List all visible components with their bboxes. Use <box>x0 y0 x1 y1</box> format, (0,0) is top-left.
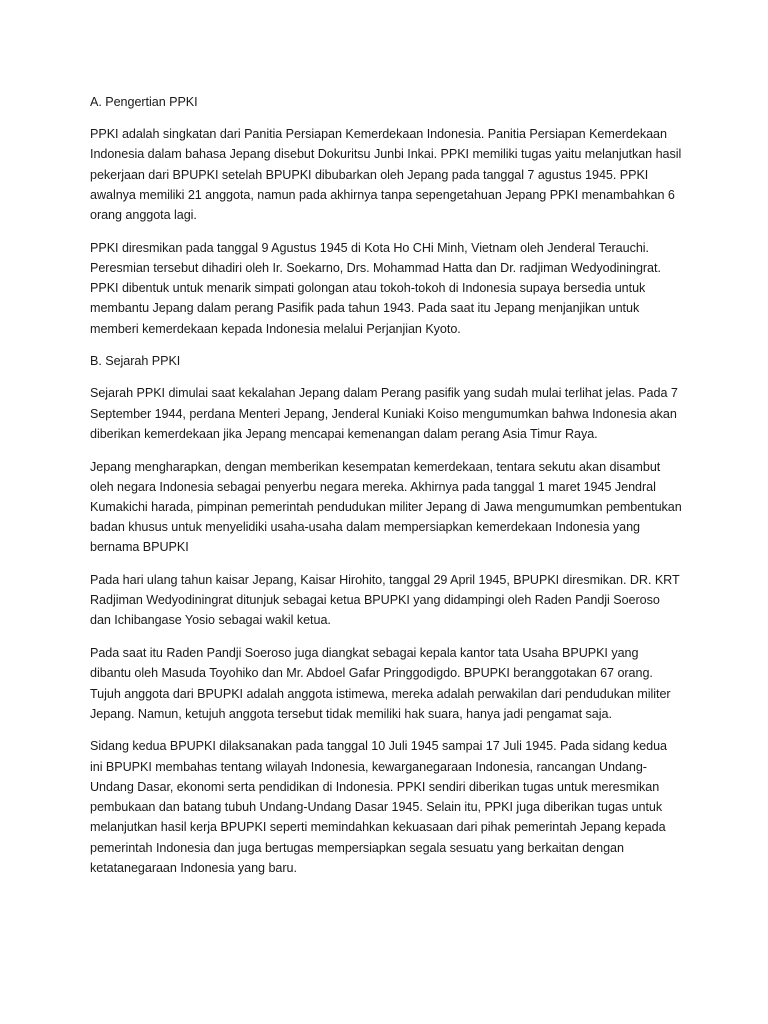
paragraph-pengertian-1: PPKI adalah singkatan dari Panitia Persiapan Kemerdekaan Indonesia. Panitia Persiapan Kemerdekaan Indonesia dalam bahasa Jepang disebut Dokuritsu Junbi Inkai. PPKI memiliki tugas yaitu melanjutkan hasil pekerjaan dari BPUPKI setelah BPUPKI dibubarkan oleh Jepang pada tanggal 7 agustus 1945. PPKI awalnya memiliki 21 anggota, namun pada akhirnya tanpa sepengetahuan Jepang PPKI menambahkan 6 orang anggota lagi. <box>90 127 682 223</box>
section-heading-pengertian: A. Pengertian PPKI <box>90 95 198 109</box>
section-heading-sejarah: B. Sejarah PPKI <box>90 354 181 369</box>
paragraph-sejarah-3: Pada hari ulang tahun kaisar Jepang, Kaisar Hirohito, tanggal 29 April 1945, BPUPKI diresmikan. DR. KRT Radjiman Wedyodiningrat ditunjuk sebagai ketua BPUPKI yang didampingi oleh Raden Pandji Soeroso dan Ichibangase Yosio sebagai wakil ketua. <box>90 573 680 628</box>
paragraph-pengertian-2: PPKI diresmikan pada tanggal 9 Agustus 1945 di Kota Ho CHi Minh, Vietnam oleh Jenderal Terauchi. Peresmian tersebut dihadiri oleh Ir. Soekarno, Drs. Mohammad Hatta dan Dr. radjiman Wedyodiningrat. PPKI dibentuk untuk menarik simpati golongan atau tokoh-tokoh di Indonesia supaya bersedia untuk membantu Jepang dalam perang Pasifik pada tahun 1943. Pada saat itu Jepang menjanjikan untuk memberi kemerdekaan kepada Indonesia melalui Perjanjian Kyoto. <box>90 240 661 336</box>
paragraph-sejarah-2: Jepang mengharapkan, dengan memberikan kesempatan kemerdekaan, tentara sekutu akan disambut oleh negara Indonesia sebagai penyerbu negara mereka. Akhirnya pada tanggal 1 maret 1945 Jendral Kumakichi harada, pimpinan pemerintah pendudukan militer Jepang di Jawa mengumumkan pembentukan badan khusus untuk menyelidiki usaha-usaha dalam mempersiapkan kemerdekaan Indonesia yang bernama BPUPKI <box>90 459 682 555</box>
paragraph-sejarah-1: Sejarah PPKI dimulai saat kekalahan Jepang dalam Perang pasifik yang sudah mulai terlihat jelas. Pada 7 September 1944, perdana Menteri Jepang, Jenderal Kuniaki Koiso mengumumkan bahwa Indonesia akan diberikan kemerdekaan jika Jepang mencapai kemenangan dalam perang Asia Timur Raya. <box>90 386 678 441</box>
paragraph-sejarah-4: Pada saat itu Raden Pandji Soeroso juga diangkat sebagai kepala kantor tata Usaha BPUPKI yang dibantu oleh Masuda Toyohiko dan Mr. Abdoel Gafar Pringgodigdo. BPUPKI beranggotakan 67 orang. Tujuh anggota dari BPUPKI adalah anggota istimewa, mereka adalah perwakilan dari pendudukan militer Jepang. Namun, ketujuh anggota tersebut tidak memiliki hak suara, hanya jadi pengamat saja. <box>90 646 671 721</box>
document-page <box>90 92 682 890</box>
paragraph-sejarah-5: Sidang kedua BPUPKI dilaksanakan pada tanggal 10 Juli 1945 sampai 17 Juli 1945. Pada sidang kedua ini BPUPKI membahas tentang wilayah Indonesia, kewarganegaraan Indonesia, rancangan Undang-Undang Dasar, ekonomi serta pendidikan di Indonesia. PPKI sendiri diberikan tugas untuk meresmikan pembukaan dan batang tubuh Undang-Undang Dasar 1945. Selain itu, PPKI juga diberikan tugas untuk melanjutkan hasil kerja BPUPKI seperti memindahkan kekuasaan dari pihak pemerintah Jepang kepada pemerintah Indonesia dan juga bertugas mempersiapkan segala sesuatu yang berkaitan dengan ketatanegaraan Indonesia yang baru. <box>90 739 667 875</box>
